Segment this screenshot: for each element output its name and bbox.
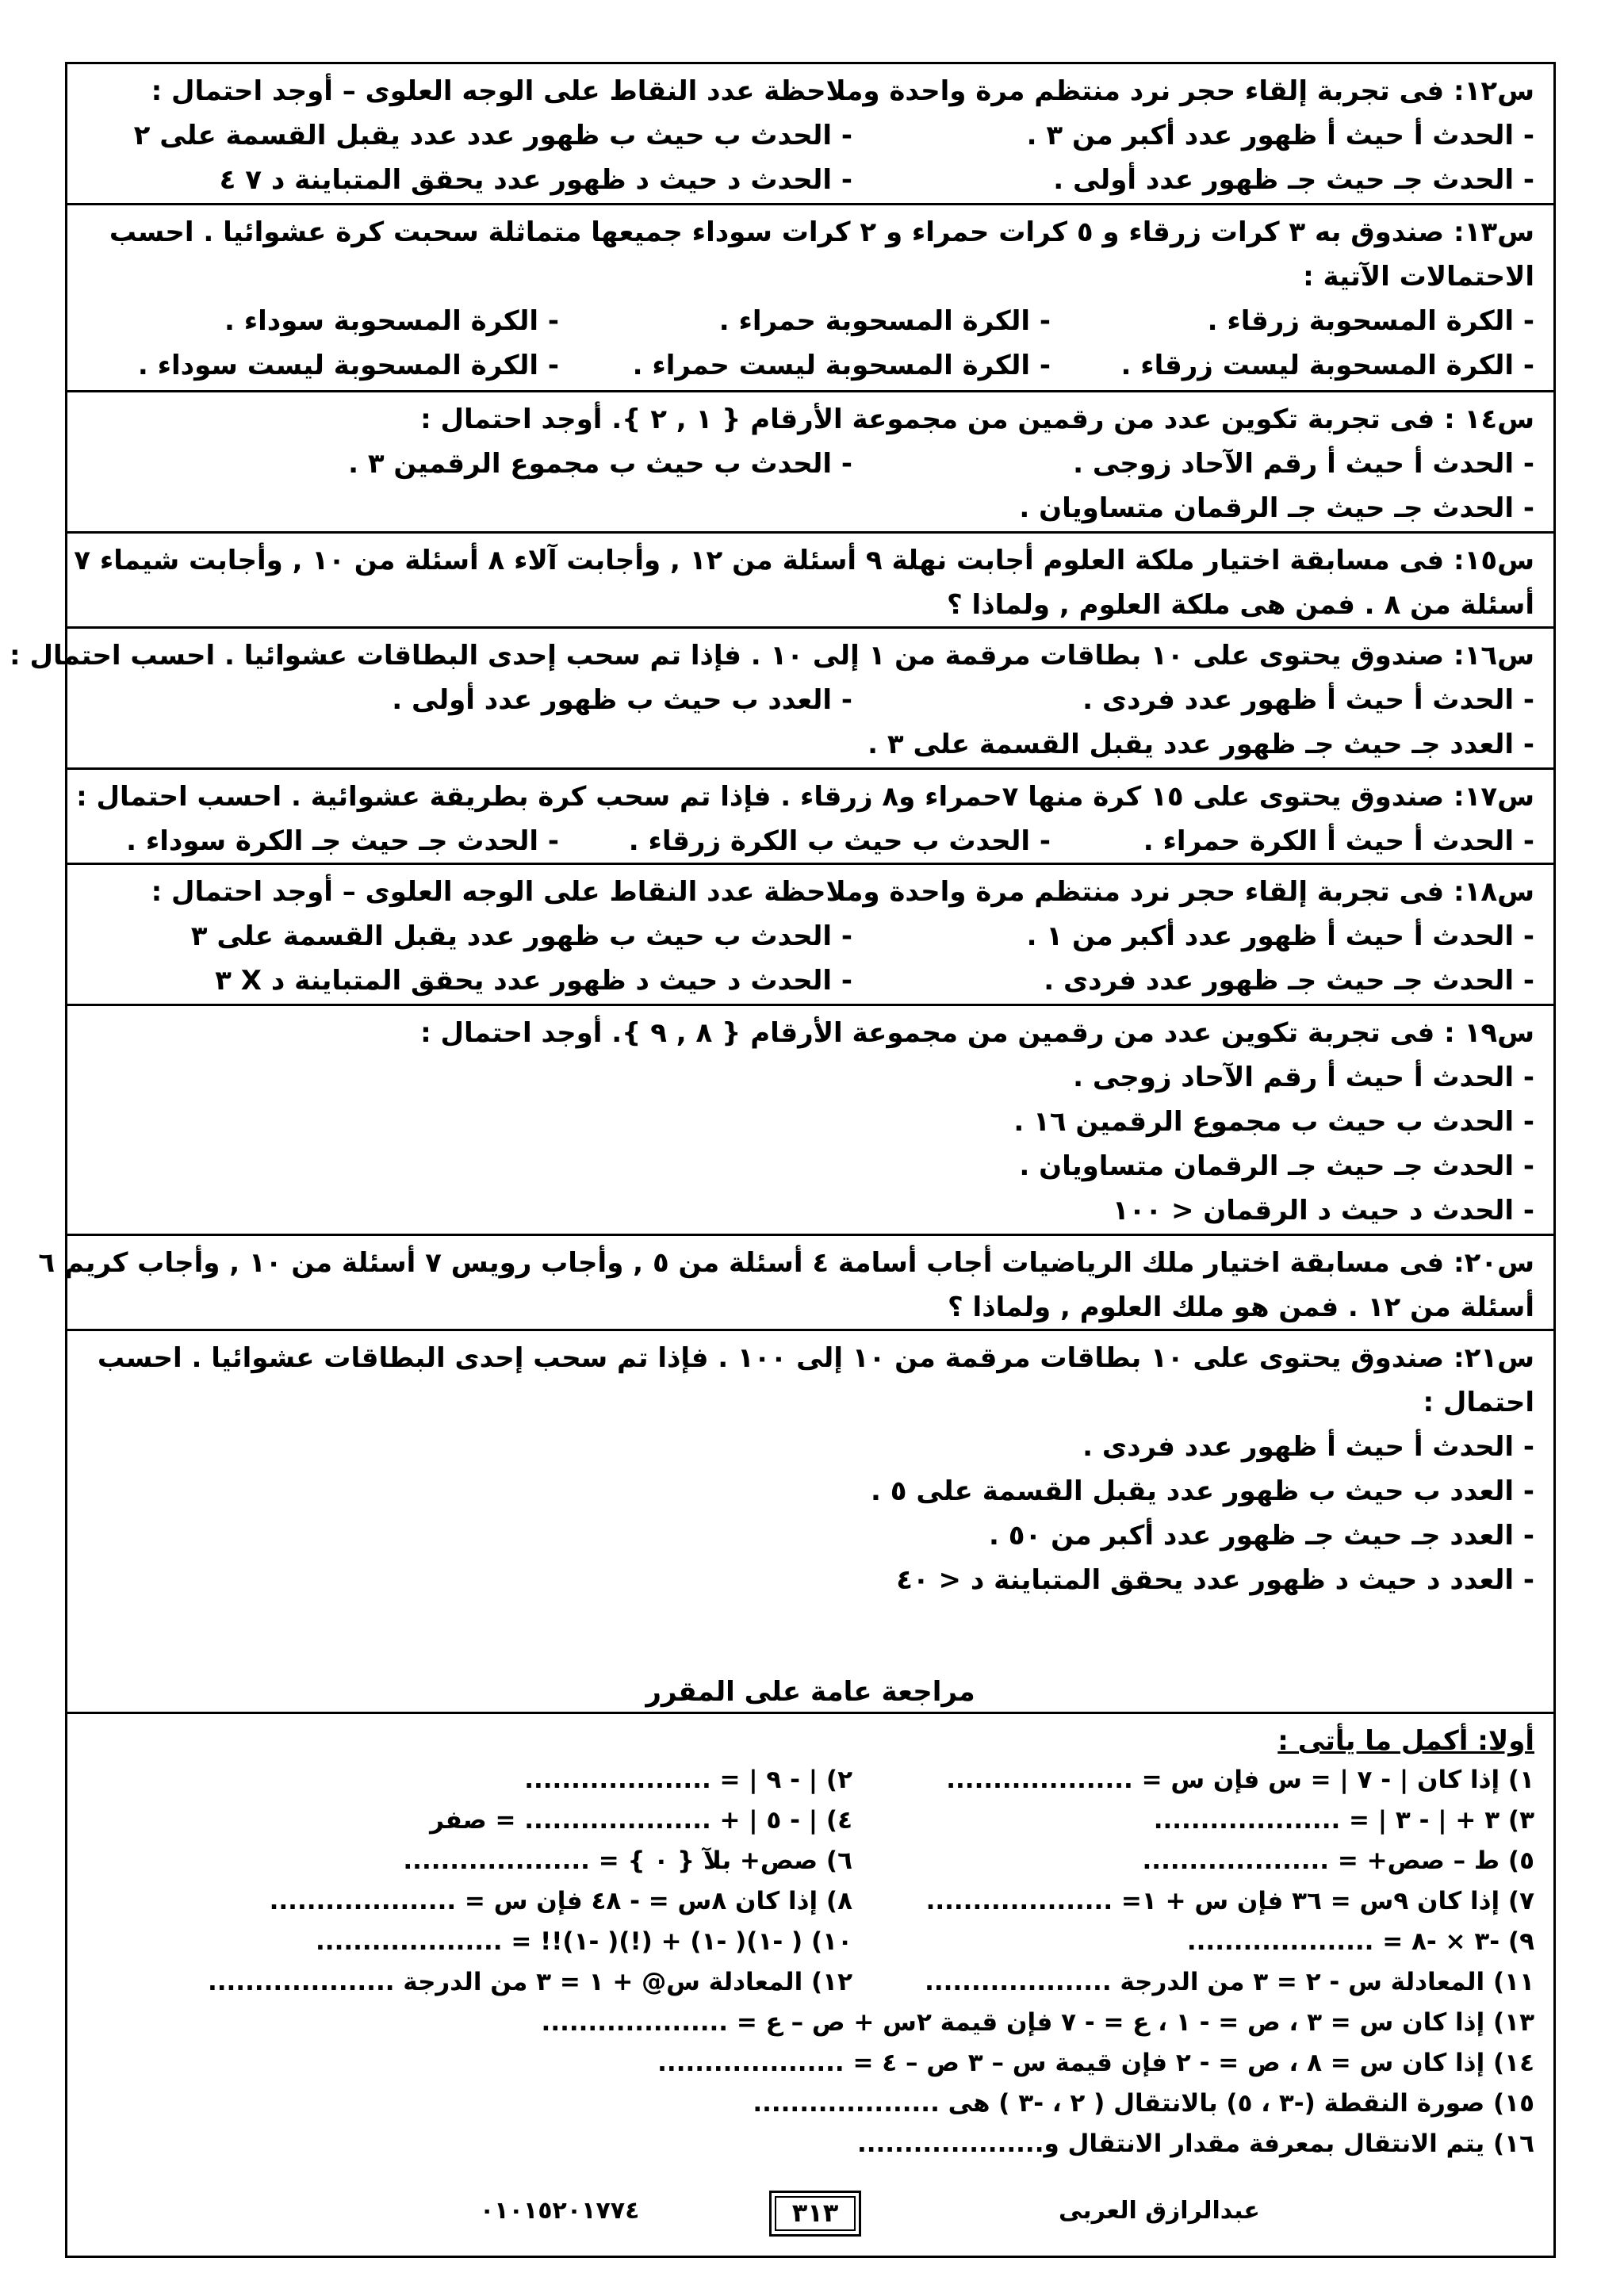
- question-18-item-b: - الحدث ب حيث ب ظهور عدد يقبل القسمة على ٣: [190, 920, 852, 952]
- fill-item-14: ١٤) إذا كان س = ٨ ، ص = - ٢ فإن قيمة س – ٣ ص – ٤ = ....................: [657, 2049, 1534, 2077]
- question-12-item-c: - الحدث جـ حيث جـ ظهور عدد أولى .: [1053, 164, 1534, 196]
- question-13-item-5: - الكرة المسحوبة ليست حمراء .: [632, 350, 1051, 381]
- question-20-text: س٢٠: فى مسابقة اختيار ملك الرياضيات أجاب أسامة ٤ أسئلة من ٥ , وأجاب رويس ٧ أسئلة من ١٠ , وأجاب كريم ٦: [38, 1247, 1534, 1279]
- question-15-text: س١٥: فى مسابقة اختيار ملكة العلوم أجابت نهلة ٩ أسئلة من ١٢ , وأجابت آلاء ٨ أسئلة من ١٠ , وأجابت شيماء ٧: [74, 545, 1534, 576]
- question-21-item-b: - العدد ب حيث ب ظهور عدد يقبل القسمة على ٥ .: [871, 1475, 1534, 1507]
- question-12: [67, 64, 1553, 205]
- question-12-item-d: - الحدث د حيث د ظهور عدد يحقق المتباينة د ٧ ٤: [219, 164, 852, 196]
- fill-item-5: ٥) ط – صص+ = ....................: [1142, 1846, 1534, 1875]
- fill-item-8: ٨) إذا كان ٨س = - ٤٨ فإن س = ....................: [269, 1887, 852, 1915]
- review-title: مراجعة عامة على المقرر: [645, 1676, 975, 1708]
- question-21-item-d: - العدد د حيث د ظهور عدد يحقق المتباينة د < ٤٠: [896, 1564, 1534, 1596]
- question-19-item-d: - الحدث د حيث د الرقمان < ١٠٠: [1112, 1195, 1534, 1226]
- question-18: [67, 865, 1553, 1006]
- question-15-text-2: أسئلة من ٨ . فمن هى ملكة العلوم , ولماذا ؟: [946, 589, 1534, 621]
- author-name: عبدالرازق العربى: [1059, 2197, 1260, 2225]
- question-21-text: س٢١: صندوق يحتوى على ١٠ بطاقات مرقمة من ١٠ إلى ١٠٠ . فإذا تم سحب إحدى البطاقات عشوائيا . احسب: [97, 1342, 1534, 1374]
- question-19-item-c: - الحدث جـ حيث جـ الرقمان متساويان .: [1019, 1150, 1534, 1182]
- question-21-item-a: - الحدث أ حيث أ ظهور عدد فردى .: [1082, 1431, 1534, 1463]
- fill-item-13: ١٣) إذا كان س = ٣ ، ص = - ١ ، ع = - ٧ فإن قيمة ٢س + ص – ع = ....................: [541, 2008, 1534, 2037]
- fill-item-7: ٧) إذا كان ٩س = ٣٦ فإن س + ١= ....................: [925, 1887, 1534, 1915]
- question-16-item-c: - العدد جـ حيث جـ ظهور عدد يقبل القسمة على ٣ .: [868, 729, 1534, 760]
- question-13-item-1: - الكرة المسحوبة زرقاء .: [1207, 305, 1534, 337]
- fill-item-3: ٣) ٣ + | - ٣ | = ....................: [1153, 1806, 1534, 1835]
- fill-item-10: ١٠) ( -١)( -١) + (!)( -١)!! = ....................: [316, 1927, 852, 1956]
- general-review-section: [67, 1712, 1553, 2164]
- section-title: أولا: أكمل ما يأتى :: [1277, 1725, 1534, 1757]
- question-14-text: س١٤ : فى تجربة تكوين عدد من رقمين من مجموعة الأرقام { ١ , ٢ }. أوجد احتمال :: [420, 404, 1534, 435]
- fill-item-11: ١١) المعادلة س - ٢ = ٣ من الدرجة ....................: [925, 1968, 1534, 1996]
- question-19-item-b: - الحدث ب حيث ب مجموع الرقمين ١٦ .: [1013, 1106, 1534, 1138]
- question-18-text: س١٨: فى تجربة إلقاء حجر نرد منتظم مرة واحدة وملاحظة عدد النقاط على الوجه العلوى – أوجد احتمال :: [151, 876, 1534, 908]
- fill-item-1: ١) إذا كان | - ٧ | = س فإن س = ....................: [946, 1766, 1534, 1794]
- fill-item-4: ٤) | - ٥ | + .................... = صفر: [430, 1806, 852, 1835]
- fill-item-15: ١٥) صورة النقطة (-٣ ، ٥) بالانتقال ( ٢ ، -٣ ) هى ....................: [753, 2089, 1534, 2118]
- question-16-item-b: - العدد ب حيث ب ظهور عدد أولى .: [392, 684, 852, 716]
- question-21-text-2: احتمال :: [1423, 1387, 1534, 1418]
- question-13-text-2: الاحتمالات الآتية :: [1303, 261, 1534, 293]
- fill-item-12: ١٢) المعادلة س@ + ١ = ٣ من الدرجة ....................: [207, 1968, 852, 1996]
- question-16-item-a: - الحدث أ حيث أ ظهور عدد فردى .: [1082, 684, 1534, 716]
- question-19: [67, 1006, 1553, 1236]
- question-16-text: س١٦: صندوق يحتوى على ١٠ بطاقات مرقمة من ١ إلى ١٠ . فإذا تم سحب إحدى البطاقات عشوائيا . احسب احتمال :: [10, 640, 1534, 672]
- question-17-item-c: - الحدث جـ حيث جـ الكرة سوداء .: [126, 825, 559, 857]
- question-19-text: س١٩ : فى تجربة تكوين عدد من رقمين من مجموعة الأرقام { ٨ , ٩ }. أوجد احتمال :: [420, 1017, 1534, 1049]
- question-17-item-b: - الحدث ب حيث ب الكرة زرقاء .: [628, 825, 1051, 857]
- question-18-item-a: - الحدث أ حيث أ ظهور عدد أكبر من ١ .: [1026, 920, 1534, 952]
- question-19-item-a: - الحدث أ حيث أ رقم الآحاد زوجى .: [1073, 1062, 1534, 1093]
- question-12-item-a: - الحدث أ حيث أ ظهور عدد أكبر من ٣ .: [1026, 120, 1534, 151]
- question-13-item-3: - الكرة المسحوبة سوداء .: [224, 305, 559, 337]
- fill-item-16: ١٦) يتم الانتقال بمعرفة مقدار الانتقال و....................: [856, 2130, 1534, 2158]
- question-13-item-6: - الكرة المسحوبة ليست سوداء .: [137, 350, 559, 381]
- question-14-item-a: - الحدث أ حيث أ رقم الآحاد زوجى .: [1073, 448, 1534, 480]
- question-12-item-b: - الحدث ب حيث ب ظهور عدد عدد يقبل القسمة على ٢: [133, 120, 852, 151]
- page-number: ٣١٣: [769, 2191, 861, 2237]
- phone-number: ٠١٠١٥٢٠١٧٧٤: [480, 2197, 640, 2225]
- question-17-item-a: - الحدث أ حيث أ الكرة حمراء .: [1143, 825, 1534, 857]
- question-13: [67, 205, 1553, 392]
- question-13-item-2: - الكرة المسحوبة حمراء .: [718, 305, 1051, 337]
- question-14: [67, 392, 1553, 534]
- worksheet-page: [10, 62, 1556, 2258]
- question-17: [67, 770, 1553, 865]
- question-18-item-d: - الحدث د حيث د ظهور عدد يحقق المتباينة د X ٣: [215, 965, 852, 997]
- question-18-item-c: - الحدث جـ حيث جـ ظهور عدد فردى .: [1044, 965, 1534, 997]
- fill-item-2: ٢) | - ٩ | = ....................: [524, 1766, 852, 1794]
- question-21-item-c: - العدد جـ حيث جـ ظهور عدد أكبر من ٥٠ .: [988, 1520, 1534, 1552]
- fill-item-6: ٦) صص+ بلآ { ٠ } = ....................: [403, 1846, 852, 1875]
- question-13-text: س١٣: صندوق به ٣ كرات زرقاء و ٥ كرات حمراء و ٢ كرات سوداء جميعها متماثلة سحبت كرة عشوائيا . احسب: [109, 216, 1534, 248]
- question-14-item-b: - الحدث ب حيث ب مجموع الرقمين ٣ .: [348, 448, 852, 480]
- question-15: [67, 534, 1553, 629]
- question-17-text: س١٧: صندوق يحتوى على ١٥ كرة منها ٧حمراء و٨ زرقاء . فإذا تم سحب كرة بطريقة عشوائية . احسب احتمال :: [76, 781, 1534, 813]
- question-13-item-4: - الكرة المسحوبة ليست زرقاء .: [1120, 350, 1534, 381]
- page-footer: [67, 2184, 1553, 2256]
- question-20: [38, 1236, 1553, 1331]
- question-20-text-2: أسئلة من ١٢ . فمن هو ملك العلوم , ولماذا ؟: [948, 1292, 1534, 1323]
- question-14-item-c: - الحدث جـ حيث جـ الرقمان متساويان .: [1019, 492, 1534, 524]
- fill-item-9: ٩) -٣ × -٨ = ....................: [1186, 1927, 1534, 1956]
- question-21: [67, 1331, 1553, 1664]
- question-12-text: س١٢: فى تجربة إلقاء حجر نرد منتظم مرة واحدة وملاحظة عدد النقاط على الوجه العلوى – أوجد احتمال :: [151, 75, 1534, 107]
- question-16: [10, 629, 1553, 770]
